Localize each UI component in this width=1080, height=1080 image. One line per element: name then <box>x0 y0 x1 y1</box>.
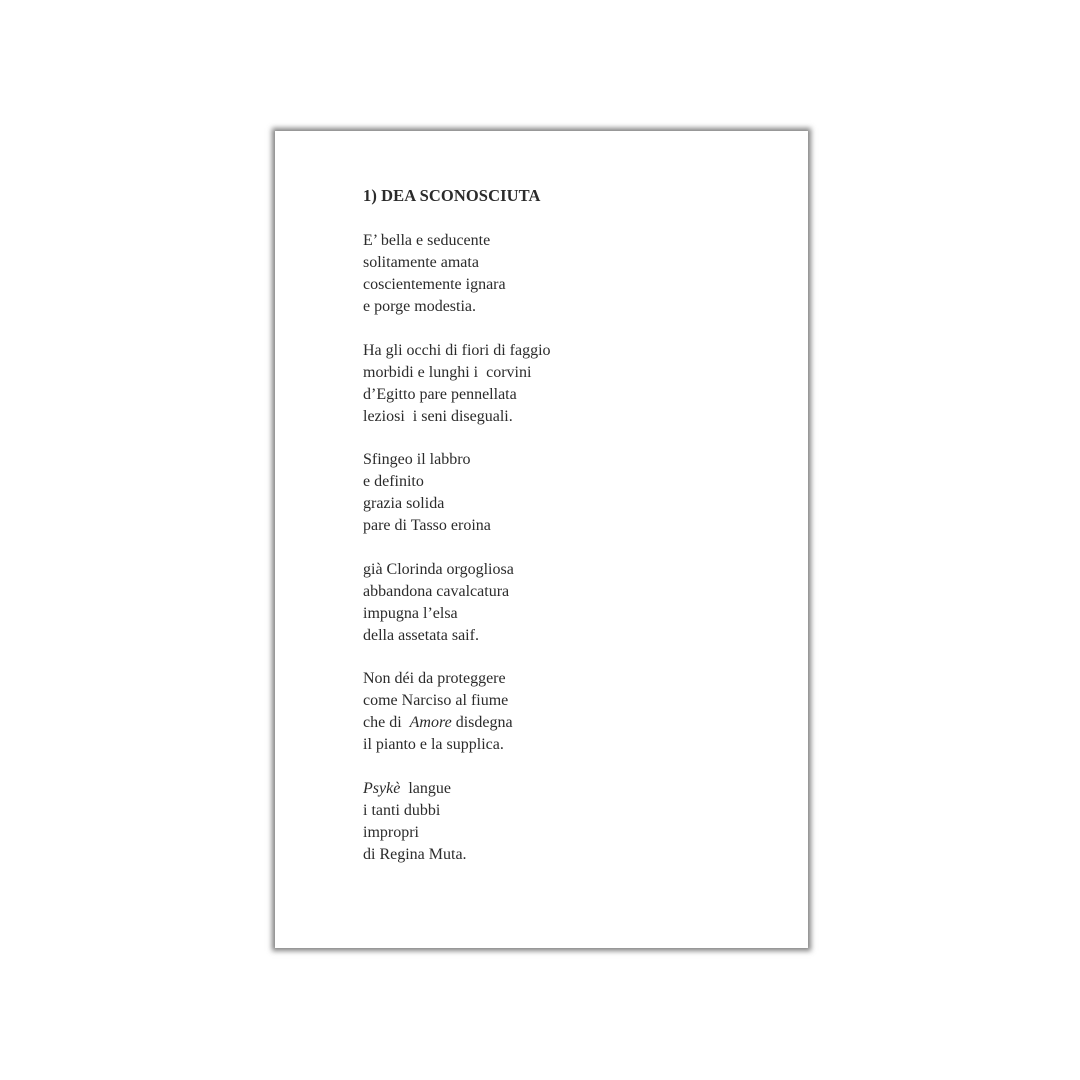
poem-line: della assetata saif. <box>363 626 479 644</box>
poem-line-text: langue <box>400 779 451 797</box>
poem-italic-word: Psykè <box>363 779 401 797</box>
poem-line: Non déi da proteggere <box>363 670 506 687</box>
poem-line: leziosi i seni diseguali. <box>363 407 513 425</box>
poem-line: grazia solida <box>363 495 445 512</box>
poem-stanza-6 <box>363 778 551 866</box>
poem-stanza-3 <box>363 449 551 537</box>
poem-line: impropri <box>363 823 419 841</box>
poem-stanza-4 <box>363 559 551 647</box>
poem-line: di Regina Muta. <box>363 845 467 863</box>
poem-stanza-1 <box>363 230 551 318</box>
poem-line: già Clorinda orgogliosa <box>363 560 514 578</box>
poem-stanza-5 <box>363 668 551 756</box>
poem-line: e porge modestia. <box>363 298 477 315</box>
poem-line: pare di Tasso eroina <box>363 517 491 534</box>
poem-line: Ha gli occhi di fiori di faggio <box>363 341 551 359</box>
poem-line: e definito <box>363 473 424 490</box>
poem-line: E’ bella e seducente <box>363 232 491 249</box>
poem-line: Sfingeo il labbro <box>363 451 471 468</box>
poem-line: d’Egitto pare pennellata <box>363 385 517 403</box>
poem-line: i tanti dubbi <box>363 801 441 819</box>
poem-title: 1) DEA SCONOSCIUTA <box>363 186 541 205</box>
poem-stanza-2 <box>363 340 551 428</box>
poem-line: impugna l’elsa <box>363 604 458 622</box>
poem <box>363 185 551 887</box>
poem-line-with-italic <box>363 712 551 734</box>
poem-line: abbandona cavalcatura <box>363 582 510 600</box>
poem-line-with-italic <box>363 778 551 800</box>
poem-line: morbidi e lunghi i corvini <box>363 363 532 381</box>
poem-italic-word: Amore <box>409 714 452 731</box>
poem-line: solitamente amata <box>363 254 479 271</box>
poem-line: come Narciso al fiume <box>363 692 509 709</box>
poem-line-text: che di <box>363 714 410 731</box>
poem-line: coscientemente ignara <box>363 276 506 293</box>
document-page <box>275 131 808 948</box>
poem-line-text: disdegna <box>451 714 513 731</box>
poem-line: il pianto e la supplica. <box>363 736 504 753</box>
